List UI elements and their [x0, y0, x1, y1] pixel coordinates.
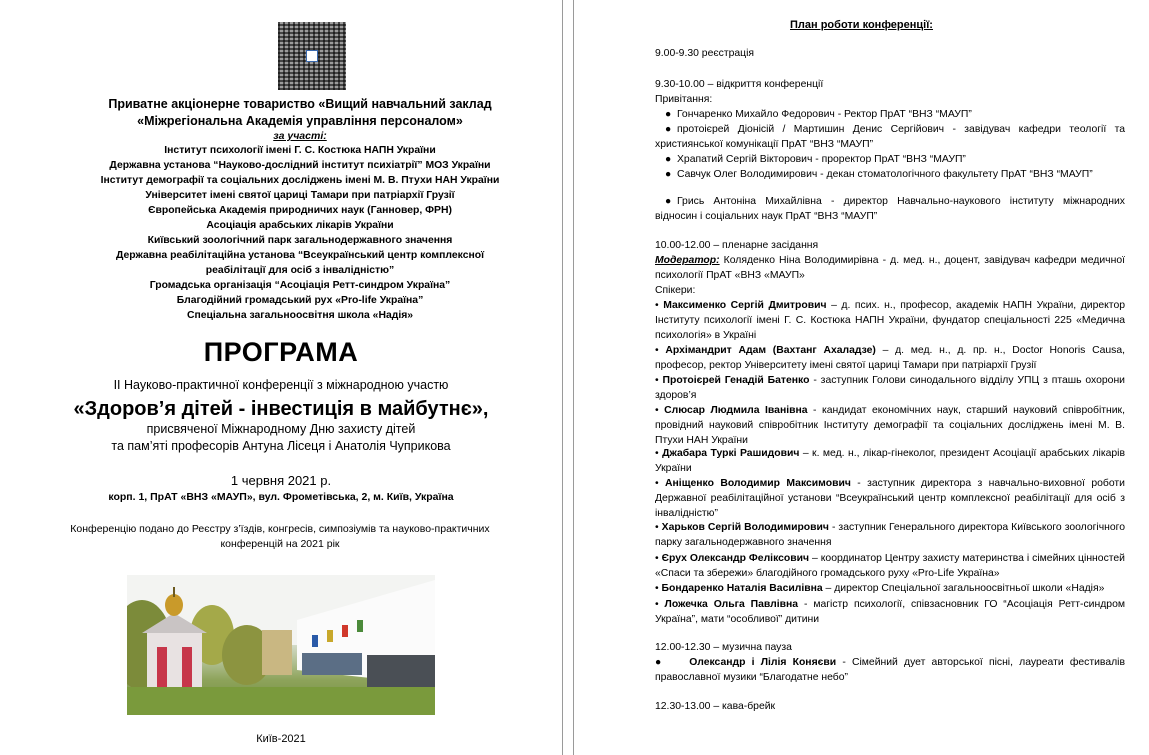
speaker-details: – д. мед. н., д. пр. н., Doctor Honoris Causa, професор, ректор Університету імені святої цариці Тамари при патріархії Грузії: [655, 345, 1125, 371]
bullet-icon: •: [655, 300, 664, 311]
bullet-icon: ●: [665, 124, 672, 135]
greeting-text: Савчук Олег Володимирович - декан стоматологічного факультету ПрАТ “ВНЗ “МАУП”: [677, 169, 1093, 180]
speaker-details: – директор Спеціальної загальноосвітньої школи «Надія»: [822, 583, 1105, 594]
performer-details: - Сімейний дует авторської пісні, лауреати фестивалів православної музики “Благодатне небо”: [655, 657, 1125, 683]
registration-time: 9.00-9.30 реєстрація: [655, 48, 755, 59]
plan-title: План роботи конференції:: [790, 19, 933, 31]
moderator-label: Модератор:: [655, 255, 720, 266]
greeting-item: [655, 167, 1125, 182]
speaker-item: [655, 581, 1125, 596]
participant: Державна установа “Науково-дослідний інститут психіатрії” МОЗ України: [109, 160, 491, 171]
plenary-time: 10.00-12.00 – пленарне засідання: [655, 240, 819, 251]
greeting-text: протоієрей Діонісій / Мартишин Денис Сергійович - завідувач кафедри теології та християнської комунікації ПрАТ “ВНЗ “МАУП”: [655, 124, 1125, 150]
speaker-name: Максименко Сергій Дмитрович: [663, 300, 827, 311]
city-year: Київ-2021: [256, 733, 306, 745]
speaker-details: - магістр психології, співзасновник ГО “Асоціація Ретт-синдром Україна”, мати “особливої” дитини: [655, 599, 1125, 625]
greeting-text: Грись Антоніна Михайлівна - директор Навчально-наукового інституту міжнародних відносин і соціальних наук ПрАТ “ВНЗ “МАУП”: [655, 196, 1125, 222]
dedication-line-1: присвяченої Міжнародному Дню захисту дітей: [146, 422, 416, 436]
coffee-break-time: 12.30-13.00 – кава-брейк: [655, 701, 776, 712]
participants-list: [40, 143, 560, 323]
speaker-name: Слюсар Людмила Іванівна: [664, 405, 808, 416]
speaker-details: – к. мед. н., лікар-гінеколог, президент Асоціації арабських лікарів України: [655, 448, 1125, 474]
registry-line-1: Конференцію подано до Реєстру з’їздів, конгресів, симпозіумів та науково-практичних: [70, 523, 490, 535]
speaker-details: - кандидат економічних наук, старший науковий співробітник, провідний науковий співробітник Інституту демографії та соціальних досліджень імені М. В. Птухи НАН України: [655, 405, 1125, 446]
speaker-item: [655, 446, 1125, 476]
speaker-name: Архімандрит Адам (Вахтанг Ахаладзе): [665, 345, 876, 356]
speaker-name: Джабара Туркі Рашидович: [662, 448, 800, 459]
speaker-details: - заступник Генерального директора Київського зоологічного парку загальнодержавного значення: [655, 522, 1125, 548]
speaker-item: [655, 403, 1125, 448]
bullet-icon: •: [655, 405, 665, 416]
bullet-icon: •: [655, 583, 662, 594]
bullet-icon: ●: [665, 169, 672, 180]
speakers-label: Спікери:: [655, 285, 696, 296]
speaker-item: [655, 298, 1125, 343]
speaker-details: – координатор Центру захисту материнства і сімейних цінностей «Спаси та збережи» благодійного громадського руху «Pro-Life Україна»: [655, 553, 1125, 579]
speaker-details: - заступник директора з навчально-виховної роботи Державної реабілітаційної установи “Всеукраїнський центр комплексної реабілітації для осіб з інвалідністю”: [655, 478, 1125, 519]
greeting-item: [665, 107, 1125, 122]
bullet-icon: •: [655, 599, 665, 610]
campus-photo: [127, 575, 435, 715]
speaker-name: Харьков Сергій Володимирович: [661, 522, 829, 533]
speaker-item: [655, 551, 1125, 581]
bullet-icon: •: [655, 375, 663, 386]
bullet-icon: ●: [665, 109, 672, 120]
speaker-name: Бондаренко Наталія Василівна: [661, 583, 823, 594]
bullet-icon: •: [655, 345, 666, 356]
program-title: ПРОГРАМА: [203, 337, 359, 367]
speaker-item: [655, 476, 1125, 521]
greeting-text: Храпатий Сергій Вікторович - проректор ПрАТ “ВНЗ “МАУП”: [677, 154, 966, 165]
speaker-name: Єрух Олександр Феліксович: [661, 553, 810, 564]
participant: Інститут психології імені Г. С. Костюка НАПН України: [164, 145, 436, 156]
organizer-line-2: «Міжрегіональна Академія управління персоналом»: [137, 114, 463, 128]
bullet-icon: •: [655, 478, 666, 489]
bullet-icon: •: [655, 553, 662, 564]
speaker-name: Ложечка Ольга Павлівна: [664, 599, 799, 610]
bullet-icon: ●: [655, 657, 690, 668]
bullet-icon: •: [655, 522, 662, 533]
speaker-details: – д. псих. н., професор, академік НАПН України, директор Інституту психології імені Г. С. Костюка НАПН України, фундатор спеціальності 225 «Медична психологія» в Україні: [655, 300, 1125, 341]
qr-logo-icon: [306, 50, 318, 62]
participant: Європейська Академія природничих наук (Ганновер, ФРН): [148, 205, 452, 216]
participant: Спеціальна загальноосвітня школа «Надія»: [186, 310, 414, 321]
opening-time: 9.30-10.00 – відкриття конференції: [655, 79, 824, 90]
participation-label: за участі:: [273, 130, 327, 142]
music-item: [655, 655, 1125, 685]
page-gutter: [562, 0, 574, 755]
greeting-item: [665, 152, 1125, 167]
participant: Благодійний громадський рух «Pro-life Україна”: [176, 295, 424, 306]
greeting-item: [655, 122, 1125, 152]
qr-code-icon: [278, 22, 346, 90]
dedication-line-2: та пам’яті професорів Антуна Лісеця і Анатолія Чуприкова: [111, 439, 451, 453]
participant: Київський зоологічний парк загальнодержавного значення: [147, 235, 453, 246]
bullet-icon: •: [655, 448, 663, 459]
music-time: 12.00-12.30 – музична пауза: [655, 642, 792, 653]
speaker-item: [655, 373, 1125, 403]
greeting-text: Гончаренко Михайло Федорович - Ректор ПрАТ “ВНЗ “МАУП”: [677, 109, 972, 120]
participant: Державна реабілітаційна установа “Всеукраїнський центр комплексної: [115, 250, 485, 261]
moderator-text: Коляденко Ніна Володимирівна - д. мед. н., доцент, завідувач кафедри медичної психології ПрАТ «ВНЗ «МАУП»: [655, 255, 1125, 281]
greetings-label: Привітання:: [655, 94, 713, 105]
conference-name: «Здоров’я дітей - інвестиція в майбутнє»,: [73, 398, 489, 420]
conference-subtitle: ІІ Науково-практичної конференції з міжнародною участю: [113, 378, 449, 392]
conference-address: корп. 1, ПрАТ «ВНЗ «МАУП», вул. Фрометівська, 2, м. Київ, Україна: [108, 491, 454, 503]
participant: реабілітації для осіб з інвалідністю”: [205, 265, 395, 276]
speaker-details: - заступник Голови синодального відділу УПЦ з пташь охорони здоров’я: [655, 375, 1125, 401]
participant: Інститут демографії та соціальних досліджень імені М. В. Птухи НАН України: [100, 175, 500, 186]
bullet-icon: ●: [665, 154, 672, 165]
organizer-line-1: Приватне акціонерне товариство «Вищий навчальний заклад: [108, 97, 492, 111]
speaker-item: [655, 520, 1125, 550]
participant: Асоціація арабських лікарів України: [206, 220, 394, 231]
speaker-name: Аніщенко Володимир Максимович: [665, 478, 851, 489]
registry-note: [40, 522, 520, 552]
performer-name: Олександр і Лілія Коняєви: [689, 657, 837, 668]
participant: Університет імені святої цариці Тамари при патріархії Грузії: [145, 190, 455, 201]
speaker-item: [655, 343, 1125, 373]
bullet-icon: ●: [665, 196, 672, 207]
speaker-item: [655, 597, 1125, 627]
conference-date: 1 червня 2021 р.: [230, 473, 332, 488]
participant: Громадська організація “Асоціація Ретт-синдром Україна”: [149, 280, 451, 291]
speaker-name: Протоієрей Генадій Батенко: [662, 375, 810, 386]
moderator: [655, 253, 1125, 283]
greeting-item: [655, 194, 1125, 224]
registry-line-2: конференцій на 2021 рік: [220, 538, 340, 550]
organizer: [60, 96, 540, 130]
dedication: [0, 421, 562, 455]
campus-illustration: [127, 575, 435, 715]
